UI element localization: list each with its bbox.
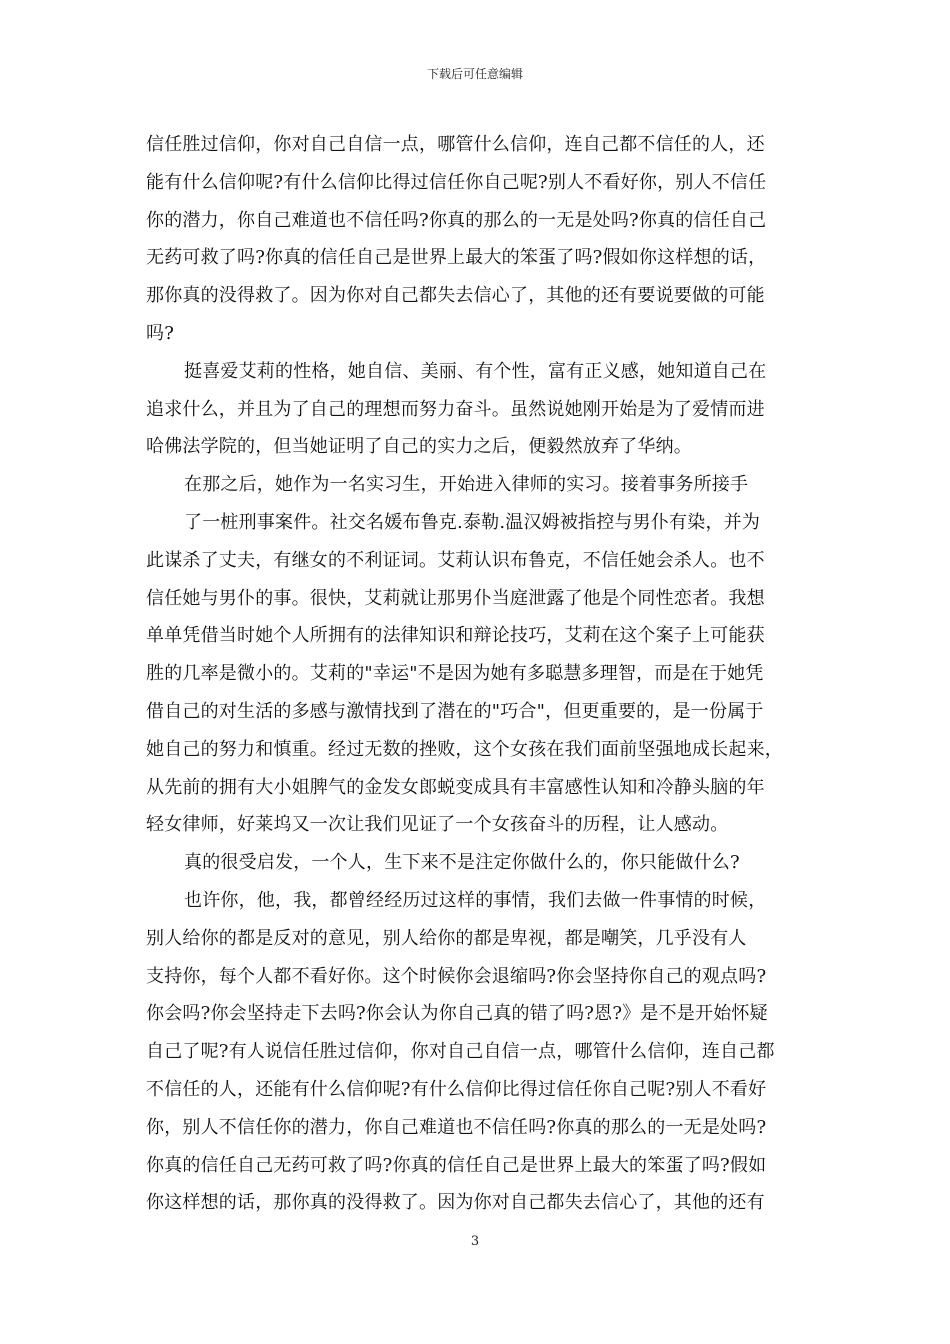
paragraph-first-line: 真的很受启发，一个人，生下来不是注定你做什么的，你只能做什么? — [184, 852, 740, 874]
text-line: 你真的信任自己无药可救了吗?你真的信任自己是世界上最大的笨蛋了吗?假如 — [146, 1154, 767, 1176]
text-line: 你，别人不信任你的潜力，你自己难道也不信任吗?你真的那么的一无是处吗? — [146, 1116, 767, 1138]
page-number: 3 — [470, 1234, 480, 1249]
paragraph-first-line: 在那之后，她作为一名实习生，开始进入律师的实习。接着事务所接手 — [184, 474, 749, 496]
text-line: 借自己的对生活的多感与激情找到了潜在的"巧合"，但更重要的，是一份属于 — [146, 700, 764, 722]
text-line: 她自己的努力和慎重。经过无数的挫败，这个女孩在我们面前坚强地成长起来， — [146, 738, 783, 760]
text-line: 了一桩刑事案件。社交名媛布鲁克.泰勒.温汉姆被指控与男仆有染，并为 — [184, 511, 761, 533]
text-line: 哈佛法学院的，但当她证明了自己的实力之后，便毅然放弃了华纳。 — [146, 436, 692, 458]
text-line: 支持你，每个人都不看好你。这个时候你会退缩吗?你会坚持你自己的观点吗? — [146, 965, 767, 987]
document-body — [146, 126, 826, 1222]
paragraph-first-line: 挺喜爱艾莉的性格，她自信、美丽、有个性，富有正义感，她知道自己在 — [184, 360, 767, 382]
text-line: 胜的几率是微小的。艾莉的"幸运"不是因为她有多聪慧多理智，而是在于她凭 — [146, 663, 764, 685]
text-line: 吗? — [146, 322, 175, 344]
text-line: 别人给你的都是反对的意见，别人给你的都是卑视，都是嘲笑，几乎没有人 — [146, 927, 747, 949]
page-header: 下载后可任意编辑 — [426, 67, 523, 81]
text-line: 轻女律师，好莱坞又一次让我们见证了一个女孩奋斗的历程，让人感动。 — [146, 814, 729, 836]
text-line: 信任胜过信仰，你对自己自信一点，哪管什么信仰，连自己都不信任的人，还 — [146, 134, 765, 155]
text-line: 追求什么，并且为了自己的理想而努力奋斗。虽然说她刚开始是为了爱情而进 — [146, 398, 765, 420]
text-line: 从先前的拥有大小姐脾气的金发女郎蜕变成具有丰富感性认知和冷静头脑的年 — [146, 776, 765, 798]
text-line: 自己了呢?有人说信任胜过信仰，你对自己自信一点，哪管什么信仰，连自己都 — [146, 1041, 775, 1063]
text-line: 此谋杀了丈夫，有继女的不利证词。艾莉认识布鲁克，不信任她会杀人。也不 — [146, 549, 765, 571]
paragraph-first-line: 也许你，他，我，都曾经经历过这样的事情，我们去做一件事情的时候， — [184, 889, 767, 911]
text-line: 能有什么信仰呢?有什么信仰比得过信任你自己呢?别人不看好你，别人不信任 — [146, 171, 767, 193]
text-line: 单单凭借当时她个人所拥有的法律知识和辩论技巧，艾莉在这个案子上可能获 — [146, 625, 765, 647]
text-line: 你会吗?你会坚持走下去吗?你会认为你自己真的错了吗?恩?》是不是开始怀疑 — [146, 1003, 768, 1025]
text-line: 不信任的人，还能有什么信仰呢?有什么信仰比得过信任你自己呢?别人不看好 — [146, 1078, 767, 1100]
text-line: 你的潜力，你自己难道也不信任吗?你真的那么的一无是处吗?你真的信任自己 — [146, 209, 767, 231]
text-line: 那你真的没得救了。因为你对自己都失去信心了，其他的还有要说要做的可能 — [146, 285, 765, 307]
text-line: 信任她与男仆的事。很快，艾莉就让那男仆当庭泄露了他是个同性恋者。我想 — [146, 587, 765, 609]
text-line: 无药可救了吗?你真的信任自己是世界上最大的笨蛋了吗?假如你这样想的话， — [146, 247, 767, 269]
text-line: 你这样想的话，那你真的没得救了。因为你对自己都失去信心了，其他的还有 — [146, 1192, 765, 1214]
